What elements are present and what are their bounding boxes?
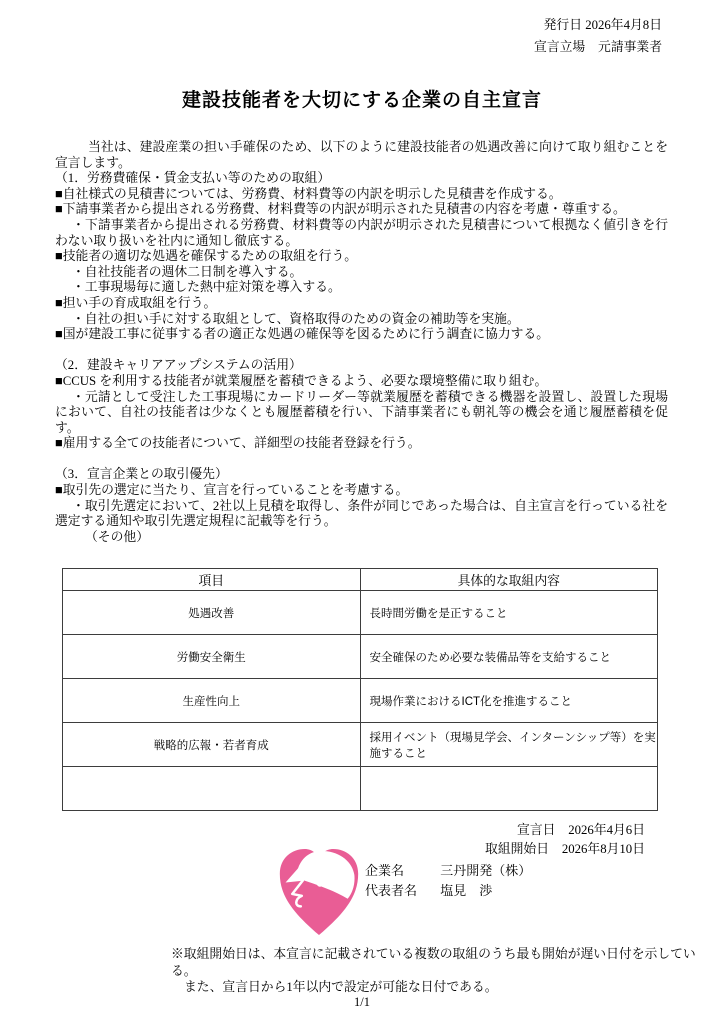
page-title: 建設技能者を大切にする企業の自主宣言 <box>181 90 542 111</box>
declaration-date: 宣言日 2026年4月6日 <box>517 823 645 837</box>
document-header <box>534 14 662 58</box>
section-2-heading: （2．建設キャリアアップシステムの活用） <box>55 358 302 373</box>
body-line: ■国が建設工事に従事する者の適正な処遇の確保等を図るために行う調査に協力する。 <box>55 327 550 342</box>
section-2 <box>55 358 668 452</box>
table-cell-item: 労働安全衛生 <box>63 635 361 679</box>
signature-names <box>365 861 531 900</box>
body-line: ■担い手の育成取組を行う。 <box>55 295 217 310</box>
table-row <box>63 635 658 679</box>
table-cell-item: 生産性向上 <box>63 679 361 723</box>
section-3 <box>55 467 668 529</box>
page-number: 1/1 <box>354 995 370 1009</box>
column-header-item: 項目 <box>63 569 361 591</box>
table-cell-content: 現場作業におけるICT化を推進すること <box>360 679 658 723</box>
body-line: ■雇用する全ての技能者について、詳細型の技能者登録を行う。 <box>55 436 421 451</box>
body-line: ・自社の担い手に対する取組として、資格取得のための資金の補助等を実施。 <box>72 311 520 326</box>
signature-dates <box>485 821 645 859</box>
initiatives-table <box>62 568 658 811</box>
table-row-empty <box>63 767 658 811</box>
document-body <box>55 140 668 545</box>
heart-helmet-logo-icon <box>276 844 362 942</box>
table-cell-content: 採用イベント（現場見学会、インターンシップ等）を実施すること <box>360 723 658 767</box>
body-line: ■下請事業者から提出される労務費、材料費等の内訳が明示された見積書の内容を考慮・尊重する。 <box>55 202 626 217</box>
other-section-label: （その他） <box>85 529 149 544</box>
start-date: 取組開始日 2026年8月10日 <box>485 842 645 856</box>
table-cell-content: 安全確保のため必要な装備品等を支給すること <box>360 635 658 679</box>
footnote-line-2: また、宣言日から1年以内で設定が可能な日付である。 <box>184 980 498 994</box>
representative-label: 代表者名 <box>365 882 418 898</box>
table-cell-item <box>63 767 361 811</box>
section-3-heading: （3．宣言企業との取引優先） <box>55 467 228 482</box>
eye-dot <box>317 880 323 886</box>
body-line: ・自社技能者の週休二日制を導入する。 <box>72 264 303 279</box>
table-cell-item: 戦略的広報・若者育成 <box>63 723 361 767</box>
footnote <box>171 946 719 996</box>
table-row <box>63 723 658 767</box>
body-line: ■技能者の適切な処遇を確保するための取組を行う。 <box>55 249 358 264</box>
body-line: ・取引先選定において、2社以上見積を取得し、条件が同じであった場合は、自主宣言を行っている社を選定する通知や取引先選定規程に記載等を行う。 <box>55 498 668 529</box>
representative-row <box>365 881 531 901</box>
table-row <box>63 679 658 723</box>
section-1 <box>55 171 668 343</box>
representative-name: 塩見 渉 <box>440 882 493 898</box>
body-line: ・元請として受注した工事現場にカードリーダー等就業履歴を蓄積できる機器を設置し、設置した現場において、自社の技能者は少なくとも履歴蓄積を行い、下請事業者にも朝礼等の機会を通じ履歴蓄積を促す。 <box>55 389 669 435</box>
footnote-line-1: ※取組開始日は、本宣言に記載されている複数の取組のうち最も開始が遅い日付を示している。 <box>171 947 696 978</box>
column-header-content: 具体的な取組内容 <box>360 569 658 591</box>
body-line: ・下請事業者から提出される労務費、材料費等の内訳が明示された見積書について根拠なく値引きを行わない取り扱いを社内に通知し徹底する。 <box>55 217 668 248</box>
body-line: ■CCUS を利用する技能者が就業履歴を蓄積できるよう、必要な環境整備に取り組む。 <box>55 373 548 388</box>
company-row <box>365 861 531 881</box>
company-name: 三丹開発（株） <box>440 863 532 878</box>
table-cell-content: 長時間労働を是正すること <box>360 591 658 635</box>
body-line: ■自社様式の見積書については、労務費、材料費等の内訳を明示した見積書を作成する。 <box>55 186 562 201</box>
declaration-position: 宣言立場 元請事業者 <box>534 40 662 54</box>
intro-paragraph: 当社は、建設産業の担い手確保のため、以下のように建設技能者の処遇改善に向けて取り組むことを宣言します。 <box>55 140 668 170</box>
section-1-heading: （1．労務費確保・賃金支払い等のための取組） <box>55 171 331 186</box>
table-header-row <box>63 569 658 591</box>
body-line: ■取引先の選定に当たり、宣言を行っていることを考慮する。 <box>55 483 409 498</box>
table-row <box>63 591 658 635</box>
company-label: 企業名 <box>365 863 405 878</box>
table-cell-content <box>360 767 658 811</box>
table-cell-item: 処遇改善 <box>63 591 361 635</box>
issue-date: 発行日 2026年4月8日 <box>543 18 662 32</box>
body-line: ・工事現場毎に適した熱中症対策を導入する。 <box>72 280 341 295</box>
